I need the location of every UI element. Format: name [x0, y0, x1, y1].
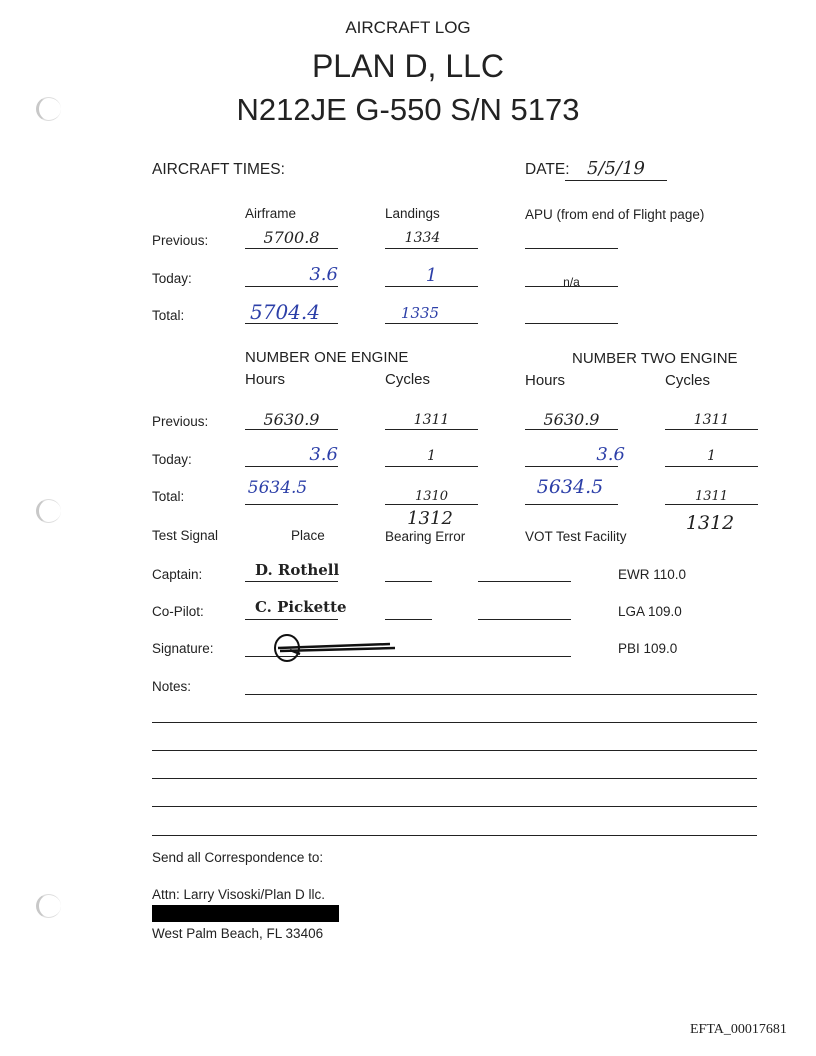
- copilot-name: C. Pickette: [255, 598, 347, 616]
- city-line: West Palm Beach, FL 33406: [152, 926, 324, 941]
- row-label: Today:: [152, 271, 192, 286]
- e2-hours-total: 5634.5: [536, 476, 604, 498]
- date-label: DATE:: [525, 161, 570, 178]
- facility-lga: LGA 109.0: [618, 604, 682, 619]
- engine2-title: NUMBER TWO ENGINE: [572, 350, 738, 367]
- row-label: Total:: [152, 308, 185, 323]
- captain-name: D. Rothell: [255, 561, 340, 579]
- e2-cycles-label: Cycles: [665, 372, 711, 389]
- row-label: Total:: [152, 489, 185, 504]
- e1-hours-previous: 5630.9: [263, 410, 320, 429]
- landings-previous: 1334: [404, 230, 441, 246]
- bearing-error-label: Bearing Error: [385, 529, 466, 544]
- airframe-previous: 5700.8: [263, 228, 320, 247]
- punch-hole: [36, 894, 61, 918]
- e1-cycles-today: 1: [427, 448, 436, 464]
- e1-cycles-total: 1310: [414, 489, 449, 504]
- row-label: Today:: [152, 452, 192, 467]
- e1-hours-label: Hours: [245, 371, 286, 388]
- copilot-label: Co-Pilot:: [152, 604, 204, 619]
- landings-total: 1335: [400, 304, 440, 322]
- vot-facility-label: VOT Test Facility: [525, 529, 627, 544]
- notes-label: Notes:: [152, 679, 192, 694]
- e2-cycles-today: 1: [707, 448, 716, 464]
- row-label: Previous:: [152, 414, 209, 429]
- facility-ewr: EWR 110.0: [618, 567, 687, 582]
- airframe-today: 3.6: [309, 264, 338, 285]
- correspondence-label: Send all Correspondence to:: [152, 850, 324, 865]
- facility-pbi: PBI 109.0: [618, 641, 678, 656]
- date-value: 5/5/19: [587, 158, 645, 179]
- e2-hours-label: Hours: [525, 372, 566, 389]
- col-landings: Landings: [385, 206, 440, 221]
- e2-hours-today: 3.6: [596, 444, 625, 465]
- company-title: PLAN D, LLC: [311, 48, 505, 84]
- punch-hole: [36, 499, 61, 523]
- e1-hours-total: 5634.5: [247, 478, 308, 498]
- apu-today: n/a: [563, 275, 580, 289]
- col-apu: APU (from end of Flight page): [525, 207, 705, 222]
- attn-line: Attn: Larry Visoski/Plan D llc.: [152, 887, 326, 902]
- engine1-title: NUMBER ONE ENGINE: [245, 349, 409, 366]
- place-label: Place: [291, 528, 325, 543]
- e1-hours-today: 3.6: [309, 444, 338, 465]
- e2-cycles-total: 1311: [694, 489, 729, 504]
- redacted-address: [152, 905, 339, 922]
- landings-today: 1: [425, 265, 438, 286]
- signature-label: Signature:: [152, 641, 214, 656]
- captain-label: Captain:: [152, 567, 203, 582]
- e1-cycles-correction: 1312: [407, 508, 453, 529]
- col-airframe: Airframe: [245, 206, 297, 221]
- e2-cycles-correction: 1312: [685, 512, 735, 534]
- aircraft-title: N212JE G-550 S/N 5173: [236, 92, 580, 127]
- test-signal-label: Test Signal: [152, 528, 219, 543]
- e2-hours-previous: 5630.9: [543, 410, 600, 429]
- aircraft-times-label: AIRCRAFT TIMES:: [152, 161, 285, 178]
- document-id: EFTA_00017681: [690, 1022, 787, 1037]
- log-subtitle: AIRCRAFT LOG: [345, 18, 471, 37]
- e1-cycles-previous: 1311: [413, 412, 450, 428]
- row-label: Previous:: [152, 233, 209, 248]
- signature-scribble: [270, 632, 400, 664]
- e1-cycles-label: Cycles: [385, 371, 431, 388]
- e2-cycles-previous: 1311: [693, 412, 730, 428]
- airframe-total: 5704.4: [250, 300, 320, 324]
